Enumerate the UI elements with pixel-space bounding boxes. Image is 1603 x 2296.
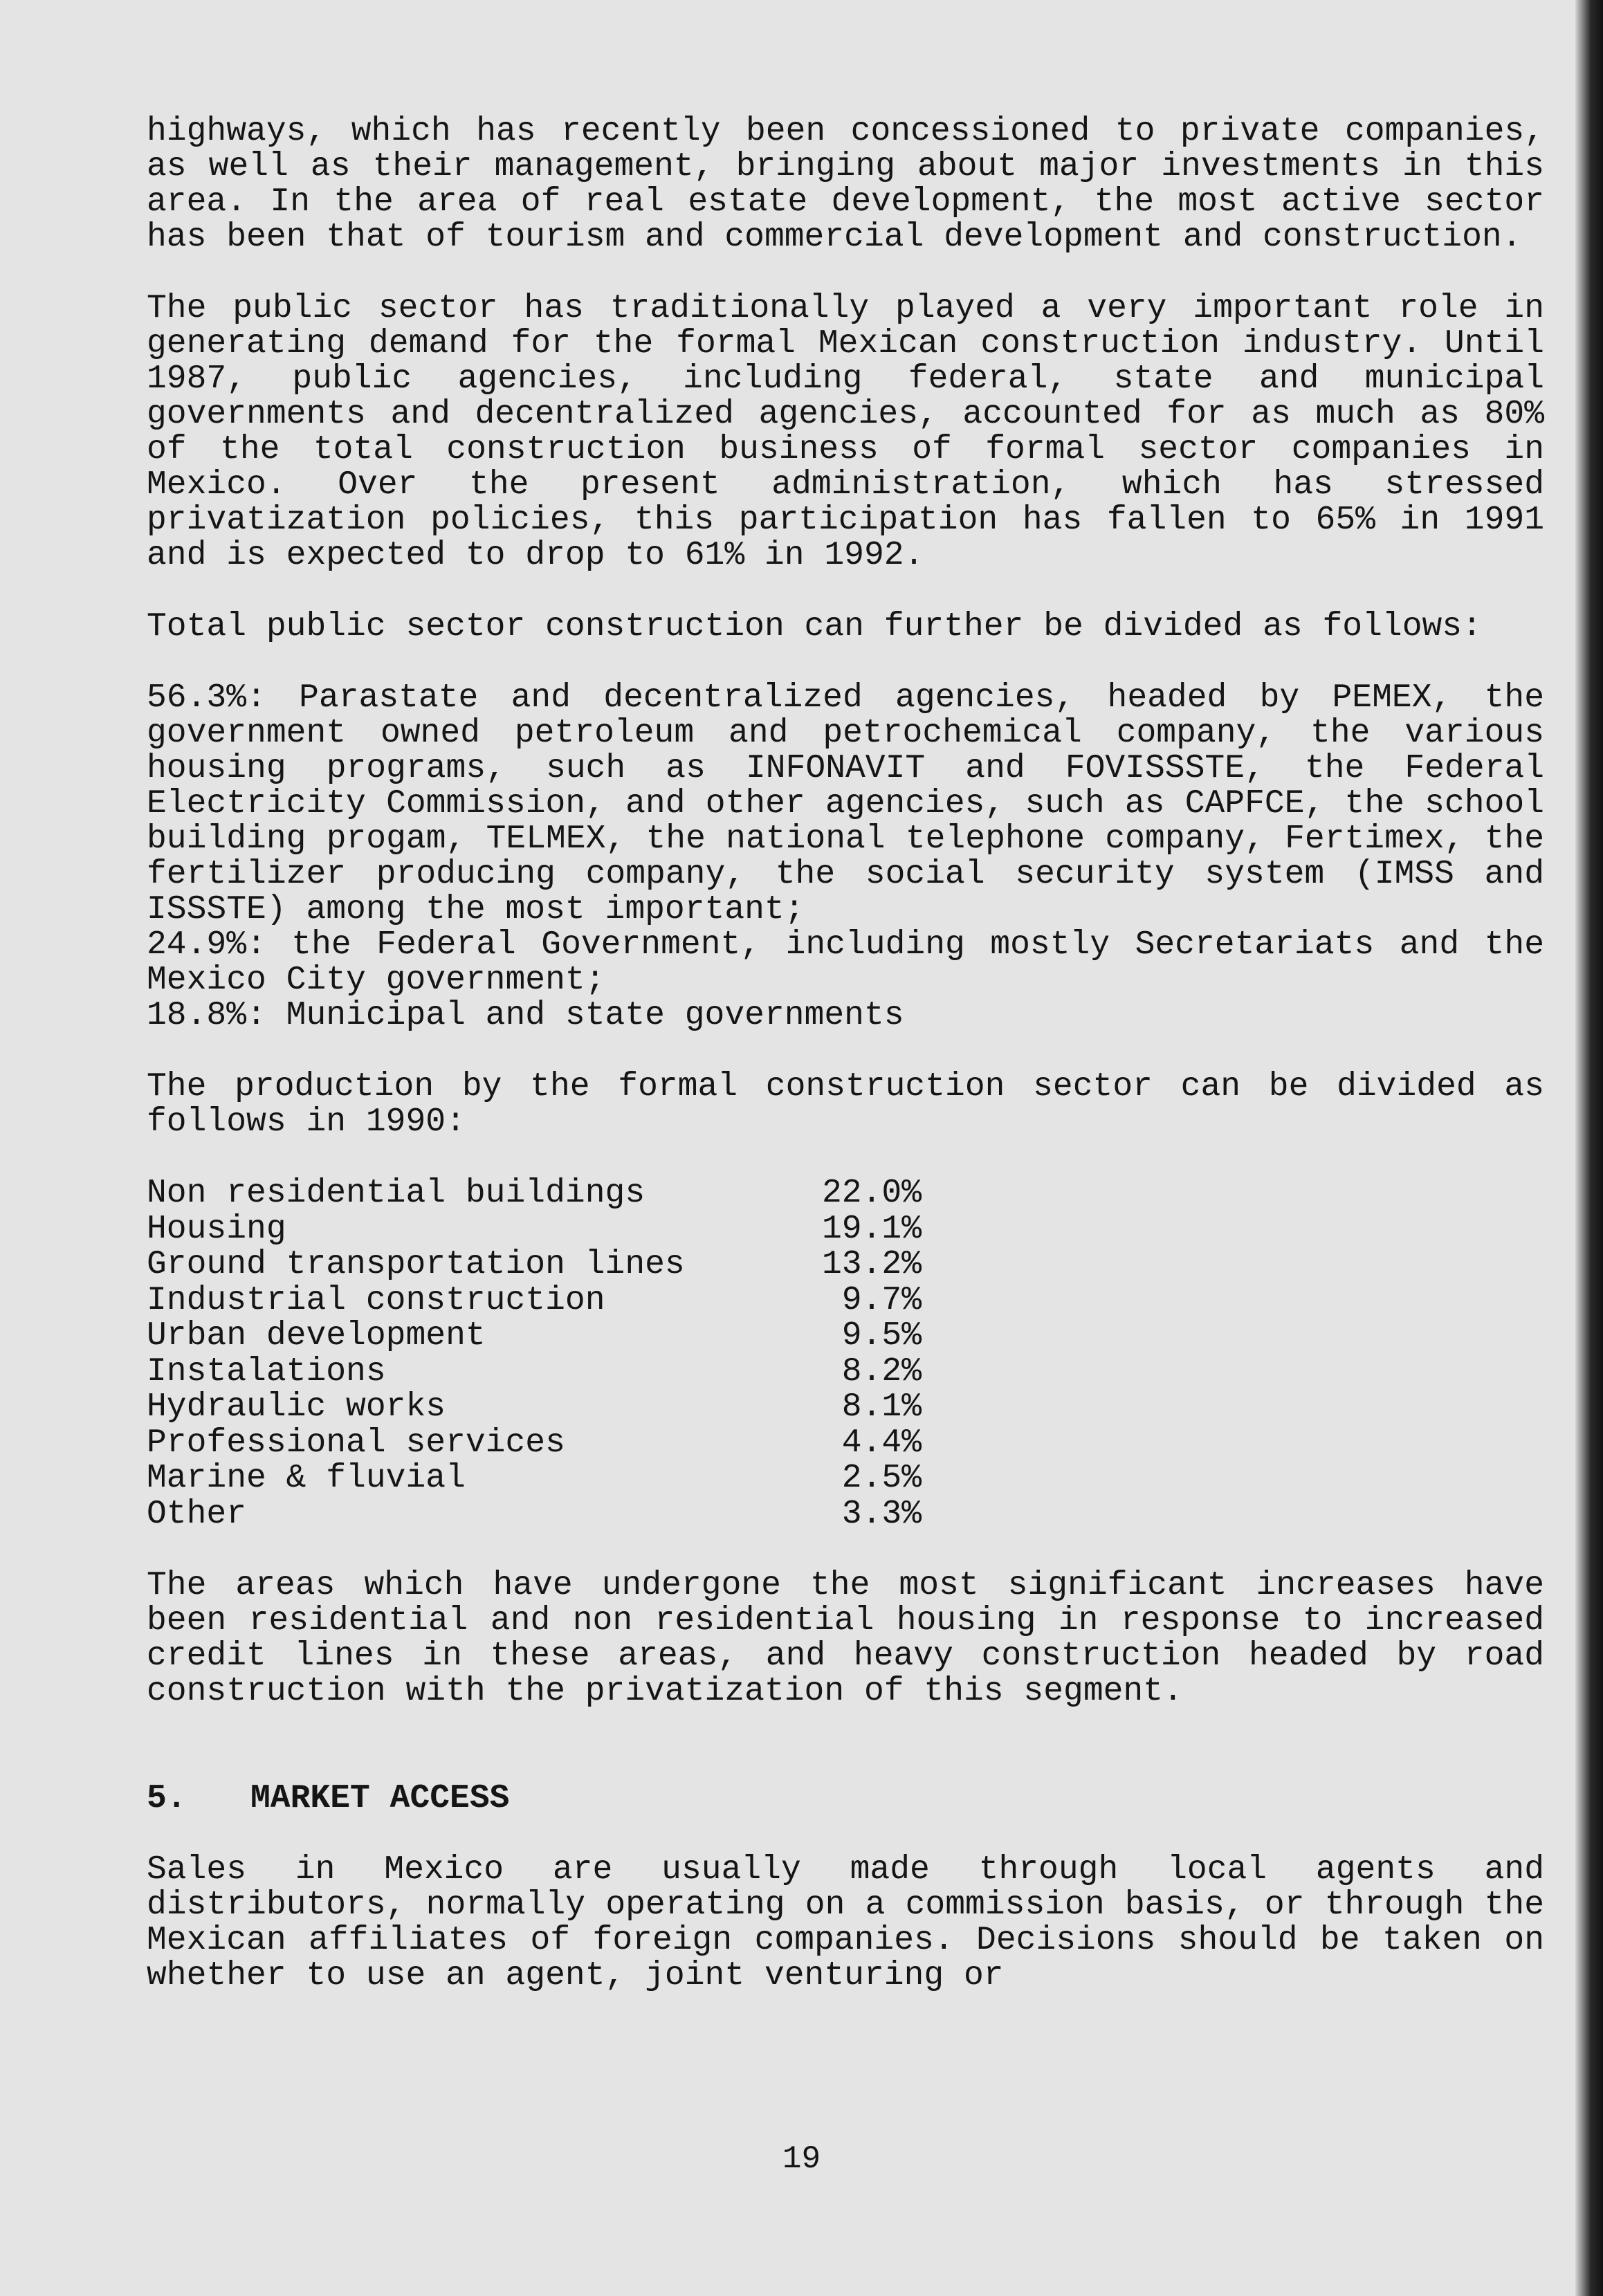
table-row bbox=[147, 1497, 922, 1533]
row-label: Professional services bbox=[147, 1424, 565, 1462]
document-body bbox=[147, 114, 1544, 1994]
paragraph-market-access: Sales in Mexico are usually made through local agents and distributors, normally operating on a commission basis, or through the Mexican affiliates of foreign companies. Decisions should be taken on whether to use an agent, joint venturing or bbox=[147, 1851, 1544, 1994]
row-value: 9.5% bbox=[841, 1317, 922, 1354]
table-row bbox=[147, 1354, 922, 1390]
breakdown-item-federal: 24.9%: the Federal Government, including mostly Secretariats and the Mexico City government; bbox=[147, 926, 1544, 999]
paragraph-highways: highways, which has recently been concessioned to private companies, as well as their management, bringing about major investments in this area. In the area of real estate development, the most active sector has been that of tourism and commercial development and construction. bbox=[147, 113, 1544, 256]
table-row bbox=[147, 1426, 922, 1462]
production-table bbox=[147, 1176, 922, 1532]
table-row bbox=[147, 1212, 922, 1248]
row-value: 3.3% bbox=[841, 1495, 922, 1533]
row-label: Marine & fluvial bbox=[147, 1460, 466, 1497]
row-label: Housing bbox=[147, 1210, 286, 1248]
row-value: 22.0% bbox=[821, 1175, 922, 1212]
table-row bbox=[147, 1247, 922, 1283]
row-label: Other bbox=[147, 1495, 247, 1533]
row-value: 9.7% bbox=[841, 1281, 922, 1319]
row-label: Urban development bbox=[147, 1317, 486, 1354]
paragraph-production-intro: The production by the formal construction sector can be divided as follows in 1990: bbox=[147, 1068, 1544, 1141]
row-label: Industrial construction bbox=[147, 1281, 605, 1319]
row-value: 4.4% bbox=[841, 1424, 922, 1462]
breakdown-item-municipal: 18.8%: Municipal and state governments bbox=[147, 997, 904, 1034]
table-row bbox=[147, 1176, 922, 1212]
row-value: 19.1% bbox=[821, 1210, 922, 1248]
paragraph-areas: The areas which have undergone the most significant increases have been residential and non residential housing in response to increased credit lines in these areas, and heavy construction headed by road construction with the privatization of this segment. bbox=[147, 1567, 1544, 1710]
table-row bbox=[147, 1283, 922, 1319]
row-value: 13.2% bbox=[821, 1246, 922, 1283]
paragraph-divided-intro: Total public sector construction can further be divided as follows: bbox=[147, 608, 1482, 645]
section-title: MARKET ACCESS bbox=[250, 1780, 510, 1817]
section-number: 5. bbox=[147, 1780, 187, 1817]
row-label: Ground transportation lines bbox=[147, 1246, 685, 1283]
page-edge-shadow bbox=[1575, 0, 1603, 2296]
section-heading bbox=[147, 1781, 1544, 1817]
row-value: 2.5% bbox=[841, 1460, 922, 1497]
breakdown-item-parastate: 56.3%: Parastate and decentralized agencies, headed by PEMEX, the government owned petroleum and petrochemical company, the various housing programs, such as INFONAVIT and FOVISSSTE, the Federal Electricity Commission, and other agencies, such as CAPFCE, the school building progam, TELMEX, the national telephone company, Fertimex, the fertilizer producing company, the social security system (IMSS and ISSSTE) among the most important; bbox=[147, 679, 1544, 928]
breakdown-list bbox=[147, 681, 1544, 1034]
row-label: Non residential buildings bbox=[147, 1175, 645, 1212]
table-row bbox=[147, 1319, 922, 1354]
paragraph-public-sector: The public sector has traditionally played a very important role in generating demand for the formal Mexican construction industry. Until 1987, public agencies, including federal, state and municipal governments and decentralized agencies, accounted for as much as 80% of the total construction business of formal sector companies in Mexico. Over the present administration, which has stressed privatization policies, this participation has fallen to 65% in 1991 and is expected to drop to 61% in 1992. bbox=[147, 290, 1544, 574]
table-row bbox=[147, 1461, 922, 1497]
table-row bbox=[147, 1390, 922, 1426]
row-value: 8.2% bbox=[841, 1352, 922, 1390]
row-label: Instalations bbox=[147, 1352, 386, 1390]
row-value: 8.1% bbox=[841, 1388, 922, 1426]
page-number: 19 bbox=[782, 2141, 821, 2177]
row-label: Hydraulic works bbox=[147, 1388, 446, 1426]
